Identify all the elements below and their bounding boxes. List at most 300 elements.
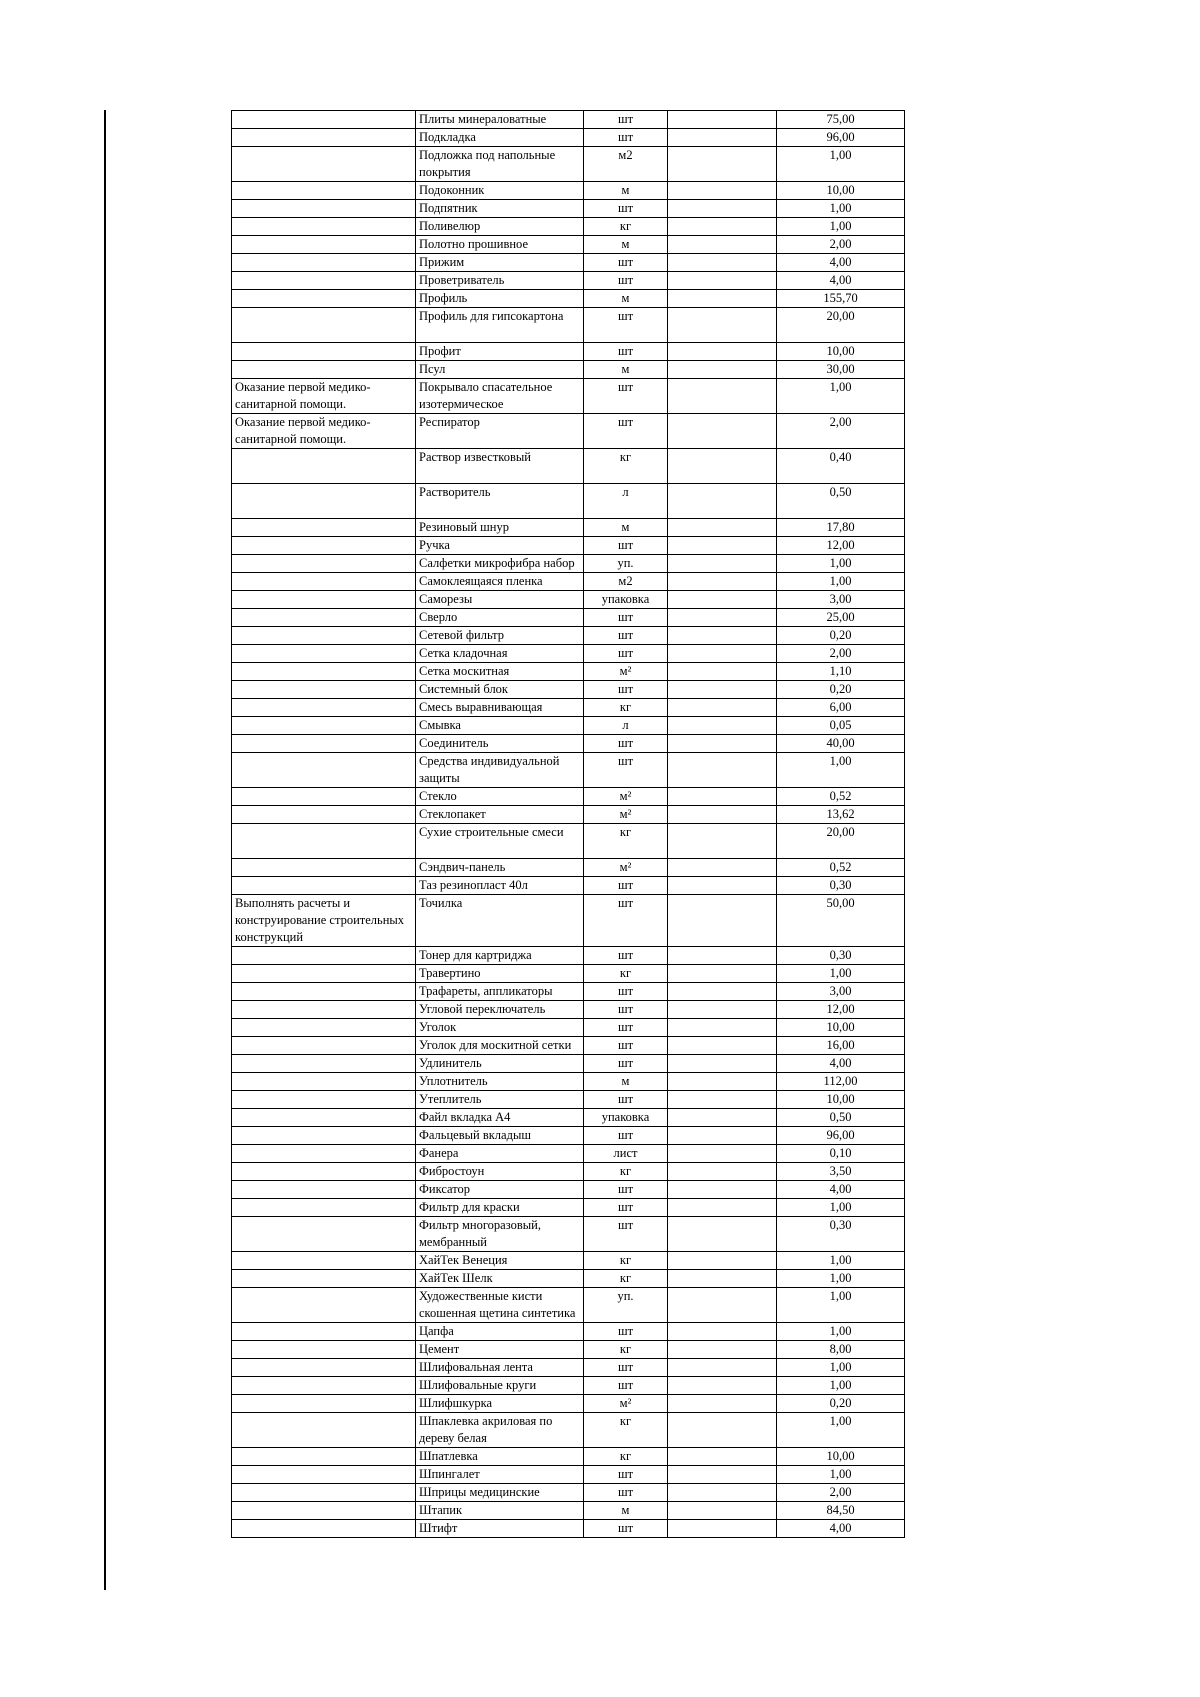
row-name-cell: Сэндвич-панель — [416, 859, 584, 877]
row-name-cell: Стекло — [416, 788, 584, 806]
row-quantity-cell: 0,50 — [777, 484, 905, 519]
row-quantity-cell: 0,52 — [777, 788, 905, 806]
table-row — [232, 1520, 905, 1538]
row-section-cell — [232, 699, 416, 717]
row-unit-cell: м — [584, 182, 668, 200]
row-name-cell: Резиновый шнур — [416, 519, 584, 537]
table-row — [232, 1145, 905, 1163]
row-unit-cell: шт — [584, 1466, 668, 1484]
row-quantity-cell: 1,00 — [777, 573, 905, 591]
row-name-cell: Подкладка — [416, 129, 584, 147]
row-section-cell — [232, 1037, 416, 1055]
table-row — [232, 859, 905, 877]
row-name-cell: Подпятник — [416, 200, 584, 218]
table-row — [232, 735, 905, 753]
row-quantity-cell: 2,00 — [777, 645, 905, 663]
row-quantity-cell: 0,10 — [777, 1145, 905, 1163]
row-unit-cell: шт — [584, 1199, 668, 1217]
row-section-cell — [232, 361, 416, 379]
row-quantity-cell: 10,00 — [777, 182, 905, 200]
row-section-cell — [232, 735, 416, 753]
row-section-cell — [232, 1359, 416, 1377]
row-note-cell — [668, 1252, 777, 1270]
row-note-cell — [668, 663, 777, 681]
row-section-cell — [232, 254, 416, 272]
row-name-cell: Трафареты, аппликаторы — [416, 983, 584, 1001]
row-section-cell: Оказание первой медико-санитарной помощи. — [232, 379, 416, 414]
row-note-cell — [668, 591, 777, 609]
row-section-cell — [232, 645, 416, 663]
table-row — [232, 200, 905, 218]
row-note-cell — [668, 1448, 777, 1466]
table-row — [232, 1448, 905, 1466]
row-section-cell — [232, 859, 416, 877]
row-section-cell — [232, 877, 416, 895]
table-row — [232, 182, 905, 200]
row-note-cell — [668, 200, 777, 218]
table-row — [232, 983, 905, 1001]
row-unit-cell: шт — [584, 1484, 668, 1502]
row-section-cell — [232, 1019, 416, 1037]
row-name-cell: Покрывало спасательное изотермическое — [416, 379, 584, 414]
row-section-cell — [232, 806, 416, 824]
row-name-cell: Точилка — [416, 895, 584, 947]
row-quantity-cell: 112,00 — [777, 1073, 905, 1091]
row-note-cell — [668, 218, 777, 236]
row-unit-cell: м — [584, 361, 668, 379]
row-quantity-cell: 4,00 — [777, 254, 905, 272]
row-section-cell: Оказание первой медико-санитарной помощи. — [232, 414, 416, 449]
row-name-cell: Фильтр для краски — [416, 1199, 584, 1217]
row-quantity-cell: 0,50 — [777, 1109, 905, 1127]
table-row — [232, 753, 905, 788]
row-name-cell: Цемент — [416, 1341, 584, 1359]
row-name-cell: Полотно прошивное — [416, 236, 584, 254]
row-unit-cell: м — [584, 1502, 668, 1520]
row-quantity-cell: 12,00 — [777, 537, 905, 555]
row-section-cell — [232, 1520, 416, 1538]
row-section-cell — [232, 1091, 416, 1109]
row-quantity-cell: 3,50 — [777, 1163, 905, 1181]
table-row — [232, 1199, 905, 1217]
row-quantity-cell: 8,00 — [777, 1341, 905, 1359]
row-section-cell — [232, 129, 416, 147]
row-note-cell — [668, 824, 777, 859]
row-section-cell — [232, 1466, 416, 1484]
row-section-cell — [232, 1270, 416, 1288]
row-note-cell — [668, 147, 777, 182]
row-section-cell — [232, 484, 416, 519]
table-row — [232, 129, 905, 147]
table-row — [232, 272, 905, 290]
table-row — [232, 1181, 905, 1199]
row-note-cell — [668, 1270, 777, 1288]
row-section-cell — [232, 1484, 416, 1502]
row-name-cell: Фильтр многоразовый, мембранный — [416, 1217, 584, 1252]
row-note-cell — [668, 414, 777, 449]
row-section-cell — [232, 609, 416, 627]
row-section-cell — [232, 1377, 416, 1395]
table-row — [232, 627, 905, 645]
row-section-cell — [232, 1163, 416, 1181]
row-quantity-cell: 1,00 — [777, 1270, 905, 1288]
table-row — [232, 965, 905, 983]
row-note-cell — [668, 877, 777, 895]
row-unit-cell: шт — [584, 272, 668, 290]
row-quantity-cell: 1,00 — [777, 1288, 905, 1323]
row-name-cell: Сверло — [416, 609, 584, 627]
row-quantity-cell: 3,00 — [777, 591, 905, 609]
row-name-cell: Саморезы — [416, 591, 584, 609]
row-quantity-cell: 13,62 — [777, 806, 905, 824]
row-unit-cell: шт — [584, 609, 668, 627]
table-row — [232, 254, 905, 272]
row-unit-cell: шт — [584, 983, 668, 1001]
row-note-cell — [668, 965, 777, 983]
row-unit-cell: шт — [584, 947, 668, 965]
row-name-cell: Фанера — [416, 1145, 584, 1163]
row-note-cell — [668, 1163, 777, 1181]
row-quantity-cell: 20,00 — [777, 308, 905, 343]
row-section-cell — [232, 788, 416, 806]
row-note-cell — [668, 1073, 777, 1091]
row-note-cell — [668, 717, 777, 735]
row-section-cell — [232, 1181, 416, 1199]
row-section-cell — [232, 947, 416, 965]
row-unit-cell: кг — [584, 218, 668, 236]
row-unit-cell: м² — [584, 1395, 668, 1413]
row-note-cell — [668, 645, 777, 663]
table-row — [232, 609, 905, 627]
row-quantity-cell: 75,00 — [777, 111, 905, 129]
row-unit-cell: м² — [584, 806, 668, 824]
row-quantity-cell: 1,00 — [777, 200, 905, 218]
table-row — [232, 1019, 905, 1037]
table-row — [232, 1127, 905, 1145]
row-unit-cell: шт — [584, 1055, 668, 1073]
row-note-cell — [668, 1109, 777, 1127]
row-quantity-cell: 0,20 — [777, 627, 905, 645]
row-section-cell — [232, 1127, 416, 1145]
row-unit-cell: шт — [584, 1377, 668, 1395]
table-row — [232, 484, 905, 519]
row-unit-cell: м2 — [584, 573, 668, 591]
table-row — [232, 111, 905, 129]
table-row — [232, 947, 905, 965]
table-row — [232, 361, 905, 379]
row-unit-cell: м — [584, 519, 668, 537]
row-note-cell — [668, 1037, 777, 1055]
table-row — [232, 1270, 905, 1288]
row-quantity-cell: 25,00 — [777, 609, 905, 627]
row-section-cell — [232, 272, 416, 290]
row-name-cell: Шпингалет — [416, 1466, 584, 1484]
row-note-cell — [668, 236, 777, 254]
materials-table — [231, 110, 905, 1538]
row-section-cell — [232, 555, 416, 573]
row-quantity-cell: 1,00 — [777, 1199, 905, 1217]
row-unit-cell: шт — [584, 254, 668, 272]
row-section-cell — [232, 573, 416, 591]
row-name-cell: ХайТек Венеция — [416, 1252, 584, 1270]
row-quantity-cell: 50,00 — [777, 895, 905, 947]
row-name-cell: Художественные кисти скошенная щетина синтетика — [416, 1288, 584, 1323]
row-name-cell: Шлифовальная лента — [416, 1359, 584, 1377]
row-unit-cell: упаковка — [584, 591, 668, 609]
row-note-cell — [668, 1377, 777, 1395]
row-note-cell — [668, 379, 777, 414]
row-quantity-cell: 0,05 — [777, 717, 905, 735]
row-name-cell: Сухие строительные смеси — [416, 824, 584, 859]
row-section-cell — [232, 1448, 416, 1466]
row-note-cell — [668, 1520, 777, 1538]
row-note-cell — [668, 1019, 777, 1037]
table-row — [232, 1037, 905, 1055]
table-row — [232, 147, 905, 182]
row-quantity-cell: 40,00 — [777, 735, 905, 753]
row-unit-cell: кг — [584, 965, 668, 983]
table-row — [232, 1091, 905, 1109]
row-quantity-cell: 10,00 — [777, 1091, 905, 1109]
row-name-cell: Респиратор — [416, 414, 584, 449]
row-name-cell: Шлифшкурка — [416, 1395, 584, 1413]
row-unit-cell: кг — [584, 1448, 668, 1466]
row-section-cell — [232, 717, 416, 735]
row-section-cell — [232, 983, 416, 1001]
row-name-cell: Фибростоун — [416, 1163, 584, 1181]
row-quantity-cell: 16,00 — [777, 1037, 905, 1055]
row-name-cell: Растворитель — [416, 484, 584, 519]
row-quantity-cell: 0,30 — [777, 1217, 905, 1252]
row-section-cell — [232, 1199, 416, 1217]
row-note-cell — [668, 1127, 777, 1145]
table-row — [232, 379, 905, 414]
table-row — [232, 290, 905, 308]
row-unit-cell: шт — [584, 681, 668, 699]
row-note-cell — [668, 1323, 777, 1341]
row-name-cell: Смывка — [416, 717, 584, 735]
row-section-cell — [232, 147, 416, 182]
row-unit-cell: упаковка — [584, 1109, 668, 1127]
row-quantity-cell: 96,00 — [777, 1127, 905, 1145]
row-unit-cell: шт — [584, 111, 668, 129]
row-name-cell: Смесь выравнивающая — [416, 699, 584, 717]
row-name-cell: Угловой переключатель — [416, 1001, 584, 1019]
row-unit-cell: кг — [584, 1341, 668, 1359]
row-quantity-cell: 10,00 — [777, 1019, 905, 1037]
row-name-cell: Раствор известковый — [416, 449, 584, 484]
row-note-cell — [668, 1502, 777, 1520]
row-unit-cell: л — [584, 484, 668, 519]
row-note-cell — [668, 895, 777, 947]
row-name-cell: Шпатлевка — [416, 1448, 584, 1466]
row-quantity-cell: 12,00 — [777, 1001, 905, 1019]
row-name-cell: Стеклопакет — [416, 806, 584, 824]
row-unit-cell: уп. — [584, 1288, 668, 1323]
row-unit-cell: шт — [584, 1001, 668, 1019]
row-name-cell: ХайТек Шелк — [416, 1270, 584, 1288]
row-name-cell: Самоклеящаяся пленка — [416, 573, 584, 591]
row-note-cell — [668, 1413, 777, 1448]
row-note-cell — [668, 573, 777, 591]
row-unit-cell: шт — [584, 1323, 668, 1341]
row-unit-cell: шт — [584, 1019, 668, 1037]
table-row — [232, 1502, 905, 1520]
table-row — [232, 1484, 905, 1502]
row-note-cell — [668, 272, 777, 290]
row-unit-cell: м — [584, 290, 668, 308]
row-name-cell: Шлифовальные круги — [416, 1377, 584, 1395]
table-row — [232, 1109, 905, 1127]
page-margin-line — [104, 110, 106, 1590]
table-row — [232, 1413, 905, 1448]
row-quantity-cell: 30,00 — [777, 361, 905, 379]
row-quantity-cell: 10,00 — [777, 343, 905, 361]
row-section-cell — [232, 537, 416, 555]
row-section-cell — [232, 1055, 416, 1073]
table-row — [232, 343, 905, 361]
row-name-cell: Профиль — [416, 290, 584, 308]
row-quantity-cell: 1,00 — [777, 1466, 905, 1484]
row-note-cell — [668, 290, 777, 308]
table-row — [232, 1341, 905, 1359]
row-quantity-cell: 2,00 — [777, 414, 905, 449]
row-quantity-cell: 1,00 — [777, 218, 905, 236]
row-quantity-cell: 1,00 — [777, 753, 905, 788]
table-row — [232, 877, 905, 895]
row-note-cell — [668, 343, 777, 361]
row-quantity-cell: 1,00 — [777, 379, 905, 414]
row-name-cell: Шпаклевка акриловая по дереву белая — [416, 1413, 584, 1448]
row-section-cell — [232, 1341, 416, 1359]
row-section-cell — [232, 591, 416, 609]
table-row — [232, 537, 905, 555]
row-note-cell — [668, 627, 777, 645]
row-name-cell: Средства индивидуальной защиты — [416, 753, 584, 788]
row-note-cell — [668, 484, 777, 519]
row-name-cell: Профиль для гипсокартона — [416, 308, 584, 343]
row-quantity-cell: 0,20 — [777, 681, 905, 699]
table-row — [232, 699, 905, 717]
row-unit-cell: кг — [584, 1270, 668, 1288]
row-unit-cell: м² — [584, 663, 668, 681]
row-unit-cell: шт — [584, 735, 668, 753]
row-name-cell: Цапфа — [416, 1323, 584, 1341]
row-unit-cell: м2 — [584, 147, 668, 182]
row-unit-cell: шт — [584, 627, 668, 645]
row-quantity-cell: 1,00 — [777, 1377, 905, 1395]
row-section-cell — [232, 308, 416, 343]
row-section-cell — [232, 1217, 416, 1252]
row-section-cell — [232, 1413, 416, 1448]
row-note-cell — [668, 254, 777, 272]
row-quantity-cell: 4,00 — [777, 1055, 905, 1073]
row-note-cell — [668, 111, 777, 129]
row-section-cell — [232, 1252, 416, 1270]
row-section-cell — [232, 449, 416, 484]
row-section-cell — [232, 1395, 416, 1413]
row-note-cell — [668, 1181, 777, 1199]
row-unit-cell: шт — [584, 537, 668, 555]
row-section-cell — [232, 824, 416, 859]
row-name-cell: Шприцы медицинские — [416, 1484, 584, 1502]
row-quantity-cell: 0,40 — [777, 449, 905, 484]
row-section-cell — [232, 965, 416, 983]
row-note-cell — [668, 182, 777, 200]
row-note-cell — [668, 1359, 777, 1377]
row-note-cell — [668, 1288, 777, 1323]
row-section-cell — [232, 663, 416, 681]
row-unit-cell: шт — [584, 200, 668, 218]
row-unit-cell: кг — [584, 699, 668, 717]
row-note-cell — [668, 1145, 777, 1163]
row-quantity-cell: 2,00 — [777, 1484, 905, 1502]
table-row — [232, 645, 905, 663]
table-row — [232, 555, 905, 573]
row-name-cell: Салфетки микрофибра набор — [416, 555, 584, 573]
row-section-cell — [232, 1001, 416, 1019]
row-note-cell — [668, 1341, 777, 1359]
row-note-cell — [668, 308, 777, 343]
table-row — [232, 788, 905, 806]
row-name-cell: Уплотнитель — [416, 1073, 584, 1091]
row-section-cell — [232, 200, 416, 218]
row-unit-cell: шт — [584, 129, 668, 147]
row-unit-cell: м² — [584, 788, 668, 806]
row-quantity-cell: 4,00 — [777, 1181, 905, 1199]
row-section-cell — [232, 1323, 416, 1341]
table-row — [232, 717, 905, 735]
row-section-cell — [232, 1073, 416, 1091]
row-section-cell — [232, 1145, 416, 1163]
row-quantity-cell: 0,20 — [777, 1395, 905, 1413]
table-row — [232, 1163, 905, 1181]
row-quantity-cell: 1,00 — [777, 1252, 905, 1270]
table-row — [232, 573, 905, 591]
row-unit-cell: шт — [584, 877, 668, 895]
row-name-cell: Сетевой фильтр — [416, 627, 584, 645]
table-row — [232, 236, 905, 254]
row-unit-cell: шт — [584, 1091, 668, 1109]
row-unit-cell: м² — [584, 859, 668, 877]
row-name-cell: Сетка москитная — [416, 663, 584, 681]
row-section-cell — [232, 290, 416, 308]
table-row — [232, 1323, 905, 1341]
row-quantity-cell: 96,00 — [777, 129, 905, 147]
table-row — [232, 663, 905, 681]
row-note-cell — [668, 449, 777, 484]
row-note-cell — [668, 681, 777, 699]
row-quantity-cell: 6,00 — [777, 699, 905, 717]
row-section-cell — [232, 111, 416, 129]
row-section-cell — [232, 1502, 416, 1520]
row-unit-cell: кг — [584, 824, 668, 859]
row-note-cell — [668, 699, 777, 717]
row-quantity-cell: 1,00 — [777, 1359, 905, 1377]
table-row — [232, 1377, 905, 1395]
row-name-cell: Фиксатор — [416, 1181, 584, 1199]
row-note-cell — [668, 1055, 777, 1073]
row-quantity-cell: 2,00 — [777, 236, 905, 254]
table-row — [232, 1395, 905, 1413]
row-note-cell — [668, 947, 777, 965]
row-note-cell — [668, 788, 777, 806]
row-name-cell: Утеплитель — [416, 1091, 584, 1109]
row-name-cell: Удлинитель — [416, 1055, 584, 1073]
row-section-cell — [232, 627, 416, 645]
row-note-cell — [668, 129, 777, 147]
row-section-cell — [232, 1288, 416, 1323]
